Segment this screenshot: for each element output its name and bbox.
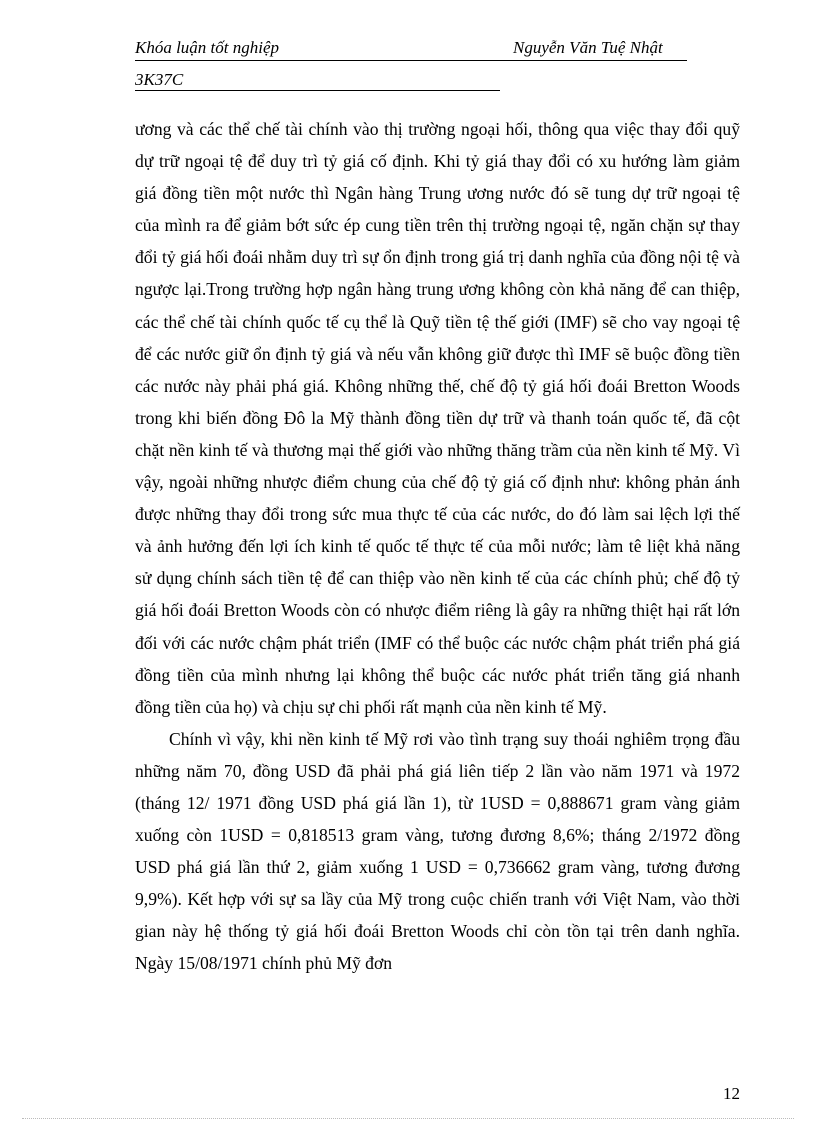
paragraph: Chính vì vậy, khi nền kinh tế Mỹ rơi vào tình trạng suy thoái nghiêm trọng đầu những năm 70, đồng USD đã phải phá giá liên tiếp 2 lần vào năm 1971 và 1972 (tháng 12/ 1971 đồng USD phá giá lần 1), từ 1USD = 0,888671 gram vàng giảm xuống còn 1USD = 0,818513 gram vàng, tương đương 8,6%; tháng 2/1972 đồng USD phá giá lần thứ 2, giảm xuống 1 USD = 0,736662 gram vàng, tương đương 9,9%). Kết hợp với sự sa lầy của Mỹ trong cuộc chiến tranh với Việt Nam, vào thời gian này hệ thống tỷ giá hối đoái Bretton Woods chỉ còn tồn tại trên danh nghĩa. Ngày 15/08/1971 chính phủ Mỹ đơn bbox=[135, 728, 740, 974]
class-code: 3K37C bbox=[135, 70, 184, 89]
thesis-label: Khóa luận tốt nghiệp bbox=[135, 38, 280, 57]
author-name: Nguyễn Văn Tuệ Nhật bbox=[513, 38, 663, 57]
running-header bbox=[135, 38, 687, 61]
paragraph: ương và các thể chế tài chính vào thị trường ngoại hối, thông qua việc thay đổi quỹ dự trữ ngoại tệ để duy trì tỷ giá cố định. Khi tỷ giá thay đổi có xu hướng làm giảm giá đồng tiền một nước thì Ngân hàng Trung ương nước đó sẽ tung dự trữ ngoại tệ của mình ra để giảm bớt sức ép cung tiền trên thị trường ngoại tệ, ngăn chặn sự thay đổi tỷ giá hối đoái nhằm duy trì sự ổn định trong giá trị danh nghĩa của đồng nội tệ và ngược lại.Trong trường hợp ngân hàng trung ương không còn khả năng để can thiệp, các thể chế tài chính quốc tế cụ thể là Quỹ tiền tệ thế giới (IMF) sẽ cho vay ngoại tệ để các nước giữ ổn định tỷ giá và nếu vẫn không giữ được thì IMF sẽ buộc đồng tiền các nước này phải phá giá. Không những thế, chế độ tỷ giá hối đoái Bretton Woods trong khi biến đồng Đô la Mỹ thành đồng tiền dự trữ và thanh toán quốc tế, đã cột chặt nền kinh tế và thương mại thế giới vào những thăng trầm của nền kinh tế Mỹ. Vì vậy, ngoài những nhược điểm chung của chế độ tỷ giá cố định như: không phản ánh được những thay đổi trong sức mua thực tế của các nước, do đó làm sai lệch lợi thế và ảnh hưởng đến lợi ích kinh tế quốc tế thực tế của mỗi nước; làm tê liệt khả năng sử dụng chính sách tiền tệ để can thiệp vào nền kinh tế của các chính phủ; chế độ tỷ giá hối đoái Bretton Woods còn có nhược điểm riêng là gây ra những thiệt hại rất lớn đối với các nước chậm phát triển (IMF có thể buộc các nước chậm phát triển phá giá đồng tiền của mình nhưng lại không thể buộc các nước phát triển tăng giá nhanh đồng tiền của họ) và chịu sự chi phối rất mạnh của nền kinh tế Mỹ. bbox=[135, 119, 740, 717]
page-divider bbox=[22, 1118, 794, 1119]
class-header bbox=[135, 70, 500, 91]
body-text bbox=[135, 113, 740, 980]
page-number: 12 bbox=[723, 1084, 740, 1103]
